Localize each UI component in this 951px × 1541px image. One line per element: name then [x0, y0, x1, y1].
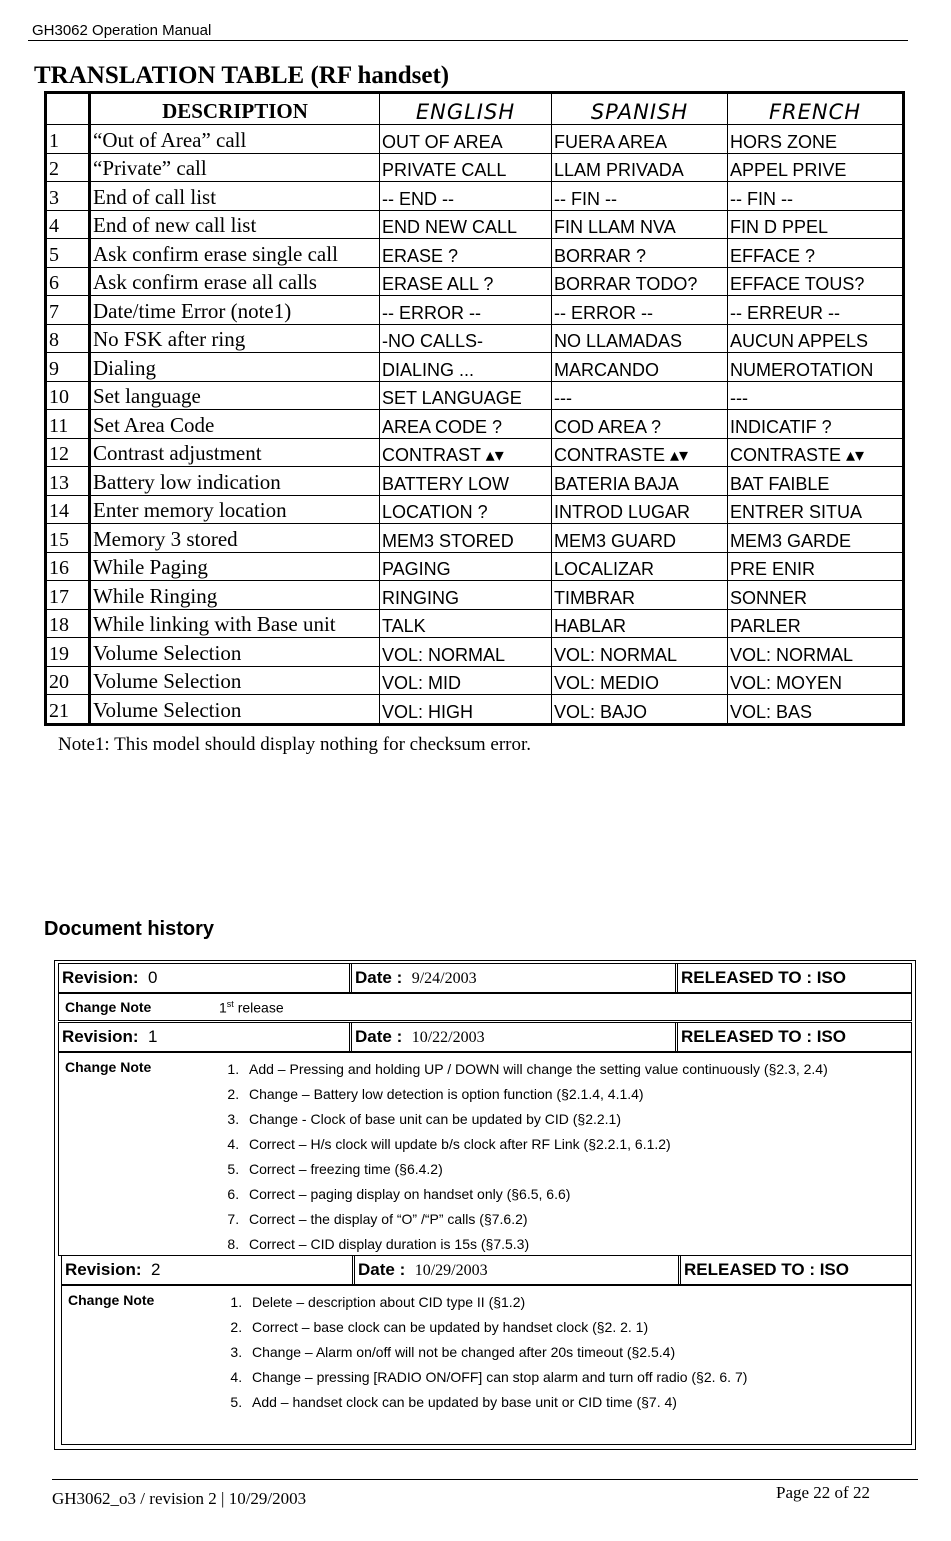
row-english: -NO CALLS-: [380, 324, 552, 353]
row-english: RINGING: [380, 581, 552, 610]
table-row: [46, 638, 904, 667]
row-number: 5: [46, 239, 90, 268]
table-row: [46, 438, 904, 467]
release-ordinal: st: [226, 999, 234, 1009]
table-row: [46, 695, 904, 725]
date-cell: [352, 1256, 678, 1284]
table-row: [46, 210, 904, 239]
row-spanish: NO LLAMADAS: [552, 324, 728, 353]
translation-table-body: [46, 125, 904, 725]
row-english: DIALING ...: [380, 353, 552, 382]
row-french: ---: [728, 381, 904, 410]
row-spanish: CONTRASTE ▴▾: [552, 438, 728, 467]
row-french: PRE ENIR: [728, 552, 904, 581]
table-row: [46, 410, 904, 439]
revision-number: 0: [147, 968, 158, 987]
row-spanish: LOCALIZAR: [552, 552, 728, 581]
header-french: FRENCH: [728, 93, 904, 125]
footer-page-number: Page 22 of 22: [776, 1483, 870, 1502]
translation-table-title: TRANSLATION TABLE (RF handset): [34, 62, 450, 89]
row-number: 20: [46, 666, 90, 695]
row-spanish: MEM3 GUARD: [552, 524, 728, 553]
release-number: 1: [219, 999, 227, 1016]
document-history-table: [54, 960, 916, 1450]
row-description: End of new call list: [90, 210, 380, 239]
row-french: FIN D PPEL: [728, 210, 904, 239]
row-description: While linking with Base unit: [90, 609, 380, 638]
row-french: -- FIN --: [728, 182, 904, 211]
revision-label: Revision:: [62, 968, 139, 987]
row-french: APPEL PRIVE: [728, 153, 904, 182]
list-item: 4. Change – pressing [RADIO ON/OFF] can stop alarm and turn off radio (§2. 6. 7): [246, 1365, 747, 1390]
row-french: MEM3 GARDE: [728, 524, 904, 553]
table-row: [46, 581, 904, 610]
row-description: Ask confirm erase all calls: [90, 267, 380, 296]
row-number: 9: [46, 353, 90, 382]
row-french: ENTRER SITUA: [728, 495, 904, 524]
table-row: [46, 495, 904, 524]
row-french: -- ERREUR --: [728, 296, 904, 325]
row-english: -- END --: [380, 182, 552, 211]
row-number: 4: [46, 210, 90, 239]
row-description: Volume Selection: [90, 638, 380, 667]
table-row: [46, 552, 904, 581]
row-number: 7: [46, 296, 90, 325]
row-spanish: -- FIN --: [552, 182, 728, 211]
table-row: [46, 182, 904, 211]
row-description: Battery low indication: [90, 467, 380, 496]
row-english: MEM3 STORED: [380, 524, 552, 553]
row-english: CONTRAST ▴▾: [380, 438, 552, 467]
table-row: [46, 609, 904, 638]
change-note-label: Change Note: [65, 1059, 152, 1075]
change-note-label: Change Note: [65, 999, 152, 1015]
row-french: HORS ZONE: [728, 125, 904, 154]
row-french: VOL: MOYEN: [728, 666, 904, 695]
list-item: 3. Change – Alarm on/off will not be changed after 20s timeout (§2.5.4): [246, 1340, 747, 1365]
row-description: “Private” call: [90, 153, 380, 182]
row-english: LOCATION ?: [380, 495, 552, 524]
row-french: VOL: NORMAL: [728, 638, 904, 667]
revision-cell: [59, 964, 349, 992]
date-label: Date :: [358, 1260, 406, 1279]
row-english: VOL: MID: [380, 666, 552, 695]
row-description: Set Area Code: [90, 410, 380, 439]
row-number: 11: [46, 410, 90, 439]
row-spanish: FUERA AREA: [552, 125, 728, 154]
revision-row: [58, 963, 912, 993]
row-english: -- ERROR --: [380, 296, 552, 325]
released-to: RELEASED TO : ISO: [675, 1023, 911, 1051]
table-row: [46, 125, 904, 154]
table-header-row: [46, 93, 904, 125]
row-number: 1: [46, 125, 90, 154]
row-description: “Out of Area” call: [90, 125, 380, 154]
row-number: 15: [46, 524, 90, 553]
table-row: [46, 353, 904, 382]
date-value: 10/29/2003: [414, 1262, 488, 1279]
row-french: CONTRASTE ▴▾: [728, 438, 904, 467]
list-item: 4. Correct – H/s clock will update b/s clock after RF Link (§2.2.1, 6.1.2): [243, 1132, 828, 1157]
change-list: [222, 1290, 747, 1415]
row-spanish: LLAM PRIVADA: [552, 153, 728, 182]
row-description: While Paging: [90, 552, 380, 581]
row-description: End of call list: [90, 182, 380, 211]
row-english: AREA CODE ?: [380, 410, 552, 439]
revision-number: 1: [147, 1027, 158, 1046]
table-row: [46, 524, 904, 553]
row-number: 3: [46, 182, 90, 211]
header-spanish: SPANISH: [552, 93, 728, 125]
row-description: Dialing: [90, 353, 380, 382]
release-text: release: [233, 999, 284, 1016]
page-header-title: GH3062 Operation Manual: [32, 22, 212, 39]
revision-row: [61, 1255, 912, 1285]
row-spanish: BATERIA BAJA: [552, 467, 728, 496]
row-english: END NEW CALL: [380, 210, 552, 239]
row-description: Volume Selection: [90, 666, 380, 695]
row-french: NUMEROTATION: [728, 353, 904, 382]
header-num: [46, 93, 90, 125]
row-description: Set language: [90, 381, 380, 410]
date-cell: [349, 964, 675, 992]
row-spanish: TIMBRAR: [552, 581, 728, 610]
table-row: [46, 324, 904, 353]
list-item: 6. Correct – paging display on handset only (§6.5, 6.6): [243, 1182, 828, 1207]
row-description: Ask confirm erase single call: [90, 239, 380, 268]
row-spanish: MARCANDO: [552, 353, 728, 382]
row-english: VOL: NORMAL: [380, 638, 552, 667]
change-note-box: [61, 1285, 912, 1445]
row-french: BAT FAIBLE: [728, 467, 904, 496]
row-number: 13: [46, 467, 90, 496]
revision-number: 2: [150, 1260, 161, 1279]
document-history-title: Document history: [44, 918, 215, 940]
row-french: SONNER: [728, 581, 904, 610]
row-number: 6: [46, 267, 90, 296]
row-french: EFFACE ?: [728, 239, 904, 268]
table-row: [46, 239, 904, 268]
row-french: PARLER: [728, 609, 904, 638]
translation-table: [44, 91, 905, 726]
list-item: 5. Correct – freezing time (§6.4.2): [243, 1157, 828, 1182]
row-description: No FSK after ring: [90, 324, 380, 353]
date-label: Date :: [355, 968, 403, 987]
change-note-box: [58, 1052, 912, 1256]
header-rule: [28, 40, 908, 41]
row-english: OUT OF AREA: [380, 125, 552, 154]
row-number: 14: [46, 495, 90, 524]
table-row: [46, 381, 904, 410]
list-item: 2. Correct – base clock can be updated by handset clock (§2. 2. 1): [246, 1315, 747, 1340]
table-row: [46, 467, 904, 496]
translation-note: Note1: This model should display nothing for checksum error.: [58, 734, 531, 755]
row-spanish: BORRAR ?: [552, 239, 728, 268]
list-item: 7. Correct – the display of “O” /“P” calls (§7.6.2): [243, 1207, 828, 1232]
list-item: 1. Add – Pressing and holding UP / DOWN will change the setting value continuously (§2.3, 2.4): [243, 1057, 828, 1082]
row-english: ERASE ?: [380, 239, 552, 268]
table-row: [46, 296, 904, 325]
row-spanish: FIN LLAM NVA: [552, 210, 728, 239]
released-to: RELEASED TO : ISO: [675, 964, 911, 992]
revision-cell: [62, 1256, 352, 1284]
row-english: VOL: HIGH: [380, 695, 552, 725]
row-number: 10: [46, 381, 90, 410]
change-list: [219, 1057, 828, 1257]
row-number: 17: [46, 581, 90, 610]
row-english: SET LANGUAGE: [380, 381, 552, 410]
row-spanish: BORRAR TODO?: [552, 267, 728, 296]
row-number: 19: [46, 638, 90, 667]
row-french: VOL: BAS: [728, 695, 904, 725]
row-spanish: HABLAR: [552, 609, 728, 638]
row-description: Volume Selection: [90, 695, 380, 725]
row-spanish: VOL: MEDIO: [552, 666, 728, 695]
row-spanish: INTROD LUGAR: [552, 495, 728, 524]
row-french: AUCUN APPELS: [728, 324, 904, 353]
list-item: 3. Change - Clock of base unit can be updated by CID (§2.2.1): [243, 1107, 828, 1132]
change-note-text: [219, 999, 284, 1016]
footer-document-id: GH3062_o3 / revision 2 | 10/29/2003: [52, 1489, 307, 1508]
row-description: Memory 3 stored: [90, 524, 380, 553]
row-description: Date/time Error (note1): [90, 296, 380, 325]
table-row: [46, 267, 904, 296]
revision-row: [58, 1022, 912, 1052]
change-note-label: Change Note: [68, 1292, 155, 1308]
row-spanish: VOL: NORMAL: [552, 638, 728, 667]
row-english: PRIVATE CALL: [380, 153, 552, 182]
date-label: Date :: [355, 1027, 403, 1046]
footer-rule: [52, 1479, 918, 1480]
row-french: EFFACE TOUS?: [728, 267, 904, 296]
date-cell: [349, 1023, 675, 1051]
row-number: 12: [46, 438, 90, 467]
row-description: Contrast adjustment: [90, 438, 380, 467]
row-description: Enter memory location: [90, 495, 380, 524]
revision-cell: [59, 1023, 349, 1051]
table-row: [46, 666, 904, 695]
list-item: 2. Change – Battery low detection is option function (§2.1.4, 4.1.4): [243, 1082, 828, 1107]
header-description: DESCRIPTION: [90, 93, 380, 125]
row-english: ERASE ALL ?: [380, 267, 552, 296]
row-spanish: -- ERROR --: [552, 296, 728, 325]
revision-label: Revision:: [62, 1027, 139, 1046]
header-english: ENGLISH: [380, 93, 552, 125]
row-english: TALK: [380, 609, 552, 638]
revision-label: Revision:: [65, 1260, 142, 1279]
row-number: 8: [46, 324, 90, 353]
list-item: 5. Add – handset clock can be updated by base unit or CID time (§7. 4): [246, 1390, 747, 1415]
list-item: 8. Correct – CID display duration is 15s (§7.5.3): [243, 1232, 828, 1257]
row-spanish: ---: [552, 381, 728, 410]
row-spanish: COD AREA ?: [552, 410, 728, 439]
table-row: [46, 153, 904, 182]
released-to: RELEASED TO : ISO: [678, 1256, 911, 1284]
row-number: 21: [46, 695, 90, 725]
row-english: PAGING: [380, 552, 552, 581]
date-value: 10/22/2003: [411, 1029, 485, 1046]
row-number: 2: [46, 153, 90, 182]
change-note-box: [58, 993, 912, 1021]
row-description: While Ringing: [90, 581, 380, 610]
row-number: 18: [46, 609, 90, 638]
list-item: 1. Delete – description about CID type II (§1.2): [246, 1290, 747, 1315]
row-english: BATTERY LOW: [380, 467, 552, 496]
date-value: 9/24/2003: [411, 970, 477, 987]
row-spanish: VOL: BAJO: [552, 695, 728, 725]
row-number: 16: [46, 552, 90, 581]
row-french: INDICATIF ?: [728, 410, 904, 439]
